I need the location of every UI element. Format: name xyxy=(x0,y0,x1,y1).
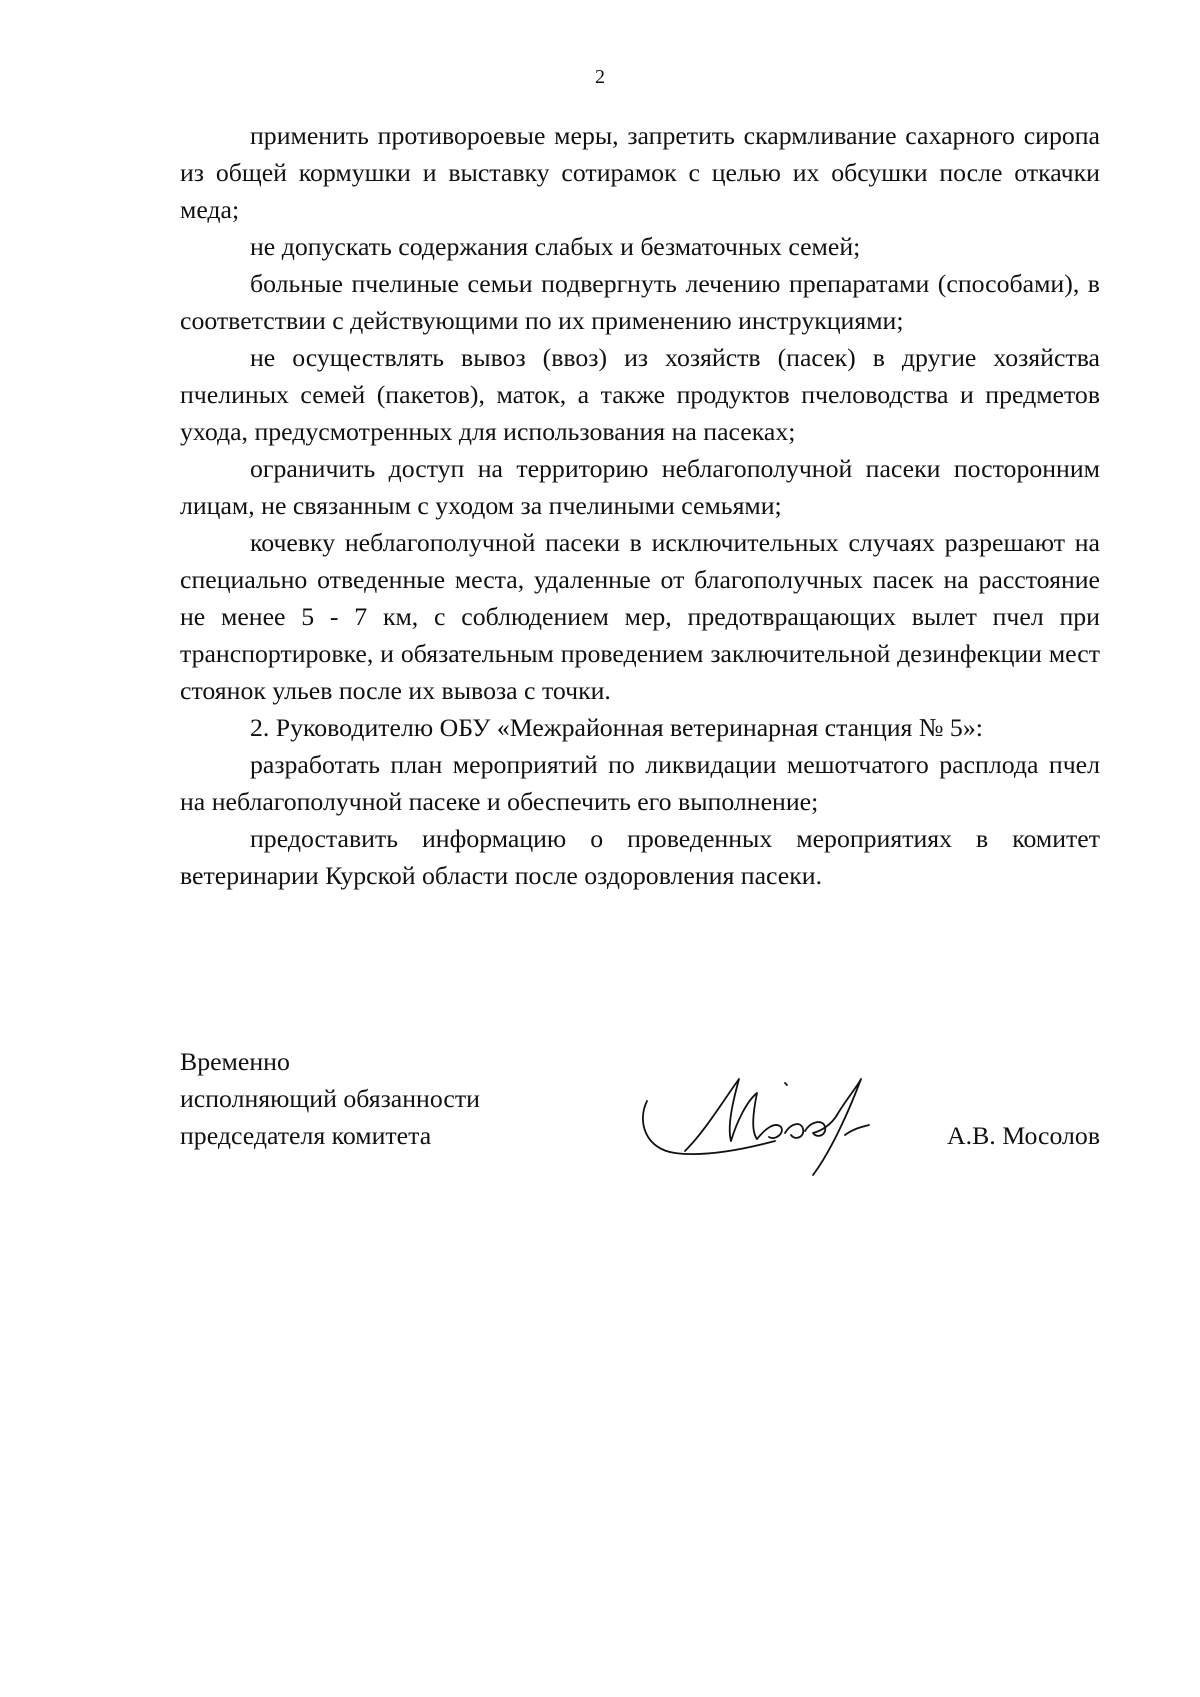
signatory-title-line: исполняющий обязанности xyxy=(180,1084,480,1113)
paragraph: не допускать содержания слабых и безматочных семей; xyxy=(250,232,861,261)
paragraph: ограничить доступ на территорию неблагополучной пасеки посторонним лицам, не связанным с уходом за пчелиными семьями; xyxy=(180,454,1100,520)
handwritten-signature xyxy=(635,1071,895,1181)
paragraph: больные пчелиные семьи подвергнуть лечению препаратами (способами), в соответствии с действующими по их применению инструкциями; xyxy=(180,269,1100,335)
signatory-name: А.В. Мосолов xyxy=(947,1121,1100,1150)
signatory-title-line: председателя комитета xyxy=(180,1121,432,1150)
paragraph: применить противороевые меры, запретить скармливание сахарного сиропа из общей кормушки и выставку сотирамок с целью их обсушки после откачки меда; xyxy=(180,121,1100,224)
paragraph: 2. Руководителю ОБУ «Межрайонная ветеринарная станция № 5»: xyxy=(250,713,983,742)
signatory-title-line: Временно xyxy=(180,1047,290,1076)
paragraph: не осуществлять вывоз (ввоз) из хозяйств (пасек) в другие хозяйства пчелиных семей (пакетов), маток, а также продуктов пчеловодства и предметов ухода, предусмотренных для использования на пасеках; xyxy=(180,343,1100,446)
paragraph: разработать план мероприятий по ликвидации мешотчатого расплода пчел на неблагополучной пасеке и обеспечить его выполнение; xyxy=(180,750,1100,816)
page-number: 2 xyxy=(595,66,605,88)
paragraph: кочевку неблагополучной пасеки в исключительных случаях разрешают на специально отведенные места, удаленные от благополучных пасек на расстояние не менее 5 - 7 км, с соблюдением мер, предотвращающих вылет пчел при транспортировке, и обязательным проведением заключительной дезинфекции мест стоянок ульев после их вывоза с точки. xyxy=(180,528,1100,705)
signature-block xyxy=(180,1043,1100,1183)
document-body xyxy=(180,117,1100,894)
signatory-title xyxy=(180,1043,480,1154)
paragraph: предоставить информацию о проведенных мероприятиях в комитет ветеринарии Курской области после оздоровления пасеки. xyxy=(180,824,1100,890)
